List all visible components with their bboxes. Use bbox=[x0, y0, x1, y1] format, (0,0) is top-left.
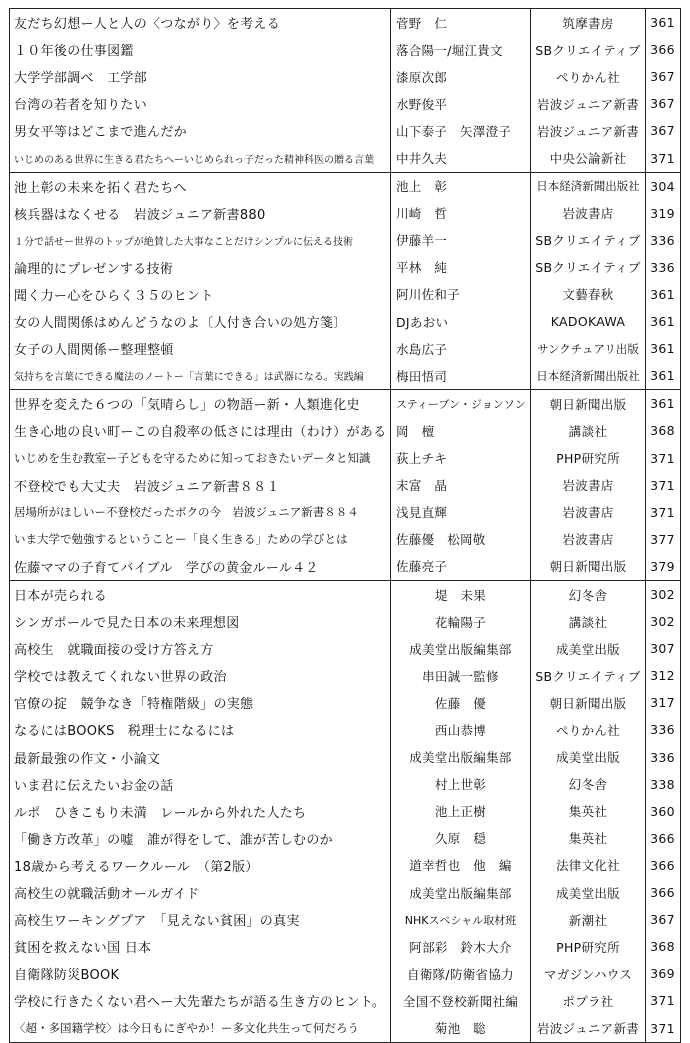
book-publisher: KADOKAWA bbox=[531, 308, 646, 335]
book-publisher: 岩波書店 bbox=[531, 200, 646, 227]
table-row bbox=[10, 117, 680, 144]
book-publisher: 法律文化社 bbox=[531, 852, 646, 879]
book-publisher: ぺりかん社 bbox=[531, 716, 646, 743]
classification-number: 302 bbox=[650, 587, 675, 603]
book-title: 高校生の就職活動オールガイド bbox=[10, 879, 391, 906]
book-author: 成美堂出版編集部 bbox=[391, 635, 531, 662]
table-row bbox=[10, 744, 680, 771]
book-title: 〈超・多国籍学校〉は今日もにぎやか！ー多文化共生って何だろう bbox=[10, 1014, 391, 1041]
book-publisher: 朝日新聞出版 bbox=[531, 689, 646, 716]
book-title: 「働き方改革」の嘘 誰が得をして、誰が苦しむのか bbox=[10, 825, 391, 852]
table-row bbox=[10, 417, 680, 444]
book-author: 阿部彩 鈴木大介 bbox=[391, 933, 531, 960]
table-row bbox=[10, 526, 680, 553]
book-publisher: 朝日新聞出版 bbox=[531, 553, 646, 580]
book-author: 久原 穏 bbox=[391, 825, 531, 852]
book-author: スティーブン・ジョンソン bbox=[391, 390, 531, 417]
table-row bbox=[10, 553, 680, 580]
book-author: DJあおい bbox=[391, 308, 531, 335]
table-row bbox=[10, 308, 680, 335]
book-title: なるにはBOOKS 税理士になるには bbox=[10, 716, 391, 743]
book-author: 末富 晶 bbox=[391, 472, 531, 499]
table-row bbox=[10, 144, 680, 171]
book-author: 串田誠一監修 bbox=[391, 662, 531, 689]
book-publisher: 岩波書店 bbox=[531, 472, 646, 499]
book-publisher: PHP研究所 bbox=[531, 445, 646, 472]
classification-number: 366 bbox=[650, 830, 675, 846]
book-title: シンガポールで見た日本の未来理想図 bbox=[10, 608, 391, 635]
table-row bbox=[10, 281, 680, 308]
classification-number: 379 bbox=[650, 558, 675, 574]
book-title: 高校生 就職面接の受け方答え方 bbox=[10, 635, 391, 662]
book-author: 平林 純 bbox=[391, 254, 531, 281]
classification-number: 366 bbox=[650, 857, 675, 873]
book-publisher: 岩波ジュニア新書 bbox=[531, 1014, 646, 1041]
book-author: 浅見直輝 bbox=[391, 499, 531, 526]
book-author: 佐藤優 松岡敬 bbox=[391, 526, 531, 553]
table-row bbox=[10, 635, 680, 662]
book-author: 荻上チキ bbox=[391, 445, 531, 472]
book-title: 18歳から考えるワークルール （第2版） bbox=[10, 852, 391, 879]
book-publisher: 幻冬舎 bbox=[531, 581, 646, 608]
book-title: いま大学で勉強するということー「良く生きる」ための学びとは bbox=[10, 526, 391, 553]
classification-number: 312 bbox=[650, 668, 675, 684]
table-row bbox=[10, 335, 680, 362]
classification-number: 336 bbox=[650, 722, 675, 738]
book-author: 伊藤羊一 bbox=[391, 227, 531, 254]
book-title: 世界を変えた６つの「気晴らし」の物語ー新・人類進化史 bbox=[10, 390, 391, 417]
table-row bbox=[10, 987, 680, 1014]
classification-number: 317 bbox=[650, 695, 675, 711]
table-row bbox=[10, 825, 680, 852]
classification-number: 361 bbox=[650, 15, 675, 31]
book-publisher: PHP研究所 bbox=[531, 933, 646, 960]
book-author: 村上世彰 bbox=[391, 771, 531, 798]
book-title: 高校生ワーキングプア 「見えない貧困」の真実 bbox=[10, 906, 391, 933]
table-row bbox=[10, 798, 680, 825]
classification-number: 319 bbox=[650, 205, 675, 221]
book-title: 生き心地の良い町ーこの自殺率の低さには理由（わけ）がある bbox=[10, 417, 391, 444]
book-publisher: 集英社 bbox=[531, 798, 646, 825]
book-title: 不登校でも大丈夫 岩波ジュニア新書８８１ bbox=[10, 472, 391, 499]
book-author: 山下泰子 矢澤澄子 bbox=[391, 117, 531, 144]
book-author: 池上 彰 bbox=[391, 173, 531, 200]
book-author: 漆原次郎 bbox=[391, 63, 531, 90]
book-author: 全国不登校新聞社編 bbox=[391, 987, 531, 1014]
book-title: いじめを生む教室ー子どもを守るために知っておきたいデータと知識 bbox=[10, 445, 391, 472]
book-author: 菅野 仁 bbox=[391, 9, 531, 36]
book-title: 核兵器はなくせる 岩波ジュニア新書880 bbox=[10, 200, 391, 227]
table-row bbox=[10, 608, 680, 635]
book-author: 花輪陽子 bbox=[391, 608, 531, 635]
book-title: 女の人間関係はめんどうなのよ〔人付き合いの処方箋〕 bbox=[10, 308, 391, 335]
book-title: いじめのある世界に生きる君たちへーいじめられっ子だった精神科医の贈る言葉 bbox=[10, 144, 391, 171]
book-author: 中井久夫 bbox=[391, 144, 531, 171]
classification-number: 369 bbox=[650, 966, 675, 982]
book-publisher: 講談社 bbox=[531, 608, 646, 635]
book-publisher: 成美堂出版 bbox=[531, 744, 646, 771]
book-author: 佐藤 優 bbox=[391, 689, 531, 716]
book-publisher: 岩波ジュニア新書 bbox=[531, 90, 646, 117]
book-publisher: マガジンハウス bbox=[531, 960, 646, 987]
classification-number: 371 bbox=[650, 1020, 675, 1036]
book-author: 佐藤亮子 bbox=[391, 553, 531, 580]
book-title: 論理的にプレゼンする技術 bbox=[10, 254, 391, 281]
table-row bbox=[10, 173, 680, 200]
classification-number: 367 bbox=[650, 69, 675, 85]
book-group bbox=[10, 9, 680, 172]
classification-number: 371 bbox=[650, 993, 675, 1009]
classification-number: 367 bbox=[650, 123, 675, 139]
book-author: 菊池 聡 bbox=[391, 1014, 531, 1041]
classification-number: 302 bbox=[650, 614, 675, 630]
book-publisher: 筑摩書房 bbox=[531, 9, 646, 36]
table-row bbox=[10, 879, 680, 906]
book-author: 池上正樹 bbox=[391, 798, 531, 825]
book-title: １０年後の仕事図鑑 bbox=[10, 36, 391, 63]
table-row bbox=[10, 200, 680, 227]
book-title: １分で話せー世界のトップが絶賛した大事なことだけシンプルに伝える技術 bbox=[10, 227, 391, 254]
table-row bbox=[10, 227, 680, 254]
classification-number: 368 bbox=[650, 423, 675, 439]
table-row bbox=[10, 716, 680, 743]
book-title: 大学学部調べ 工学部 bbox=[10, 63, 391, 90]
classification-number: 336 bbox=[650, 232, 675, 248]
book-author: NHKスペシャル取材班 bbox=[391, 906, 531, 933]
classification-number: 361 bbox=[650, 396, 675, 412]
classification-number: 360 bbox=[650, 803, 675, 819]
book-title: 日本が売られる bbox=[10, 581, 391, 608]
book-publisher: 新潮社 bbox=[531, 906, 646, 933]
book-list-table bbox=[9, 8, 681, 1043]
book-title: 学校に行きたくない君へー大先輩たちが語る生き方のヒント。 bbox=[10, 987, 391, 1014]
table-row bbox=[10, 852, 680, 879]
classification-number: 361 bbox=[650, 314, 675, 330]
book-title: 貧困を救えない国 日本 bbox=[10, 933, 391, 960]
book-title: 最新最強の作文・小論文 bbox=[10, 744, 391, 771]
book-author: 成美堂出版編集部 bbox=[391, 744, 531, 771]
classification-number: 371 bbox=[650, 450, 675, 466]
book-publisher: 岩波ジュニア新書 bbox=[531, 117, 646, 144]
book-title: 官僚の掟 競争なき「特権階級」の実態 bbox=[10, 689, 391, 716]
table-row bbox=[10, 771, 680, 798]
book-title: いま君に伝えたいお金の話 bbox=[10, 771, 391, 798]
classification-number: 367 bbox=[650, 912, 675, 928]
classification-number: 377 bbox=[650, 531, 675, 547]
book-author: 成美堂出版編集部 bbox=[391, 879, 531, 906]
classification-number: 304 bbox=[650, 178, 675, 194]
book-group bbox=[10, 389, 680, 580]
book-author: 道幸哲也 他 編 bbox=[391, 852, 531, 879]
table-row bbox=[10, 63, 680, 90]
table-row bbox=[10, 581, 680, 608]
table-row bbox=[10, 36, 680, 63]
classification-number: 371 bbox=[650, 504, 675, 520]
table-row bbox=[10, 499, 680, 526]
classification-number: 366 bbox=[650, 42, 675, 58]
book-title: 気持ちを言葉にできる魔法のノートー「言葉にできる」は武器になる。実践編 bbox=[10, 362, 391, 389]
book-title: ルポ ひきこもり未満 レールから外れた人たち bbox=[10, 798, 391, 825]
classification-number: 361 bbox=[650, 286, 675, 302]
book-author: 岡 檀 bbox=[391, 417, 531, 444]
classification-number: 336 bbox=[650, 749, 675, 765]
book-author: 川崎 哲 bbox=[391, 200, 531, 227]
book-publisher: 日本経済新聞出版社 bbox=[531, 362, 646, 389]
table-row bbox=[10, 662, 680, 689]
table-row bbox=[10, 254, 680, 281]
table-row bbox=[10, 689, 680, 716]
book-publisher: 岩波書店 bbox=[531, 499, 646, 526]
table-row bbox=[10, 933, 680, 960]
book-publisher: 集英社 bbox=[531, 825, 646, 852]
book-publisher: 成美堂出版 bbox=[531, 879, 646, 906]
book-publisher: 文藝春秋 bbox=[531, 281, 646, 308]
classification-number: 336 bbox=[650, 259, 675, 275]
book-author: 阿川佐和子 bbox=[391, 281, 531, 308]
classification-number: 371 bbox=[650, 477, 675, 493]
book-title: 池上彰の未来を拓く君たちへ bbox=[10, 173, 391, 200]
classification-number: 371 bbox=[650, 150, 675, 166]
book-title: 聞く力ー心をひらく３５のヒント bbox=[10, 281, 391, 308]
book-author: 落合陽一/堀江貴文 bbox=[391, 36, 531, 63]
book-group bbox=[10, 172, 680, 390]
table-row bbox=[10, 472, 680, 499]
book-publisher: SBクリエイティブ bbox=[531, 227, 646, 254]
book-publisher: 日本経済新聞出版社 bbox=[531, 173, 646, 200]
book-publisher: 朝日新聞出版 bbox=[531, 390, 646, 417]
book-title: 学校では教えてくれない世界の政治 bbox=[10, 662, 391, 689]
book-author: 水島広子 bbox=[391, 335, 531, 362]
book-title: 台湾の若者を知りたい bbox=[10, 90, 391, 117]
book-publisher: SBクリエイティブ bbox=[531, 254, 646, 281]
book-publisher: ポプラ社 bbox=[531, 987, 646, 1014]
book-title: 自衛隊防災BOOK bbox=[10, 960, 391, 987]
book-publisher: ぺりかん社 bbox=[531, 63, 646, 90]
book-title: 友だち幻想ー人と人の〈つながり〉を考える bbox=[10, 9, 391, 36]
table-row bbox=[10, 90, 680, 117]
classification-number: 338 bbox=[650, 776, 675, 792]
table-row bbox=[10, 9, 680, 36]
table-row bbox=[10, 362, 680, 389]
book-publisher: 講談社 bbox=[531, 417, 646, 444]
book-publisher: 成美堂出版 bbox=[531, 635, 646, 662]
classification-number: 366 bbox=[650, 885, 675, 901]
book-author: 西山恭博 bbox=[391, 716, 531, 743]
classification-number: 307 bbox=[650, 641, 675, 657]
book-publisher: 中央公論新社 bbox=[531, 144, 646, 171]
table-row bbox=[10, 390, 680, 417]
classification-number: 361 bbox=[650, 368, 675, 384]
book-title: 佐藤ママの子育てバイブル 学びの黄金ルール４２ bbox=[10, 553, 391, 580]
classification-number: 367 bbox=[650, 96, 675, 112]
book-publisher: 岩波書店 bbox=[531, 526, 646, 553]
table-row bbox=[10, 960, 680, 987]
book-author: 堤 未果 bbox=[391, 581, 531, 608]
book-title: 女子の人間関係ー整理整頓 bbox=[10, 335, 391, 362]
table-row bbox=[10, 1014, 680, 1041]
table-row bbox=[10, 445, 680, 472]
book-publisher: 幻冬舎 bbox=[531, 771, 646, 798]
book-group bbox=[10, 580, 680, 1042]
book-publisher: SBクリエイティブ bbox=[531, 36, 646, 63]
book-title: 居場所がほしいー不登校だったボクの今 岩波ジュニア新書８８４ bbox=[10, 499, 391, 526]
classification-number: 361 bbox=[650, 341, 675, 357]
book-publisher: SBクリエイティブ bbox=[531, 662, 646, 689]
book-title: 男女平等はどこまで進んだか bbox=[10, 117, 391, 144]
book-publisher: サンクチュアリ出版 bbox=[531, 335, 646, 362]
book-author: 自衛隊/防衛省協力 bbox=[391, 960, 531, 987]
table-row bbox=[10, 906, 680, 933]
book-author: 梅田悟司 bbox=[391, 362, 531, 389]
classification-number: 368 bbox=[650, 939, 675, 955]
book-author: 水野俊平 bbox=[391, 90, 531, 117]
